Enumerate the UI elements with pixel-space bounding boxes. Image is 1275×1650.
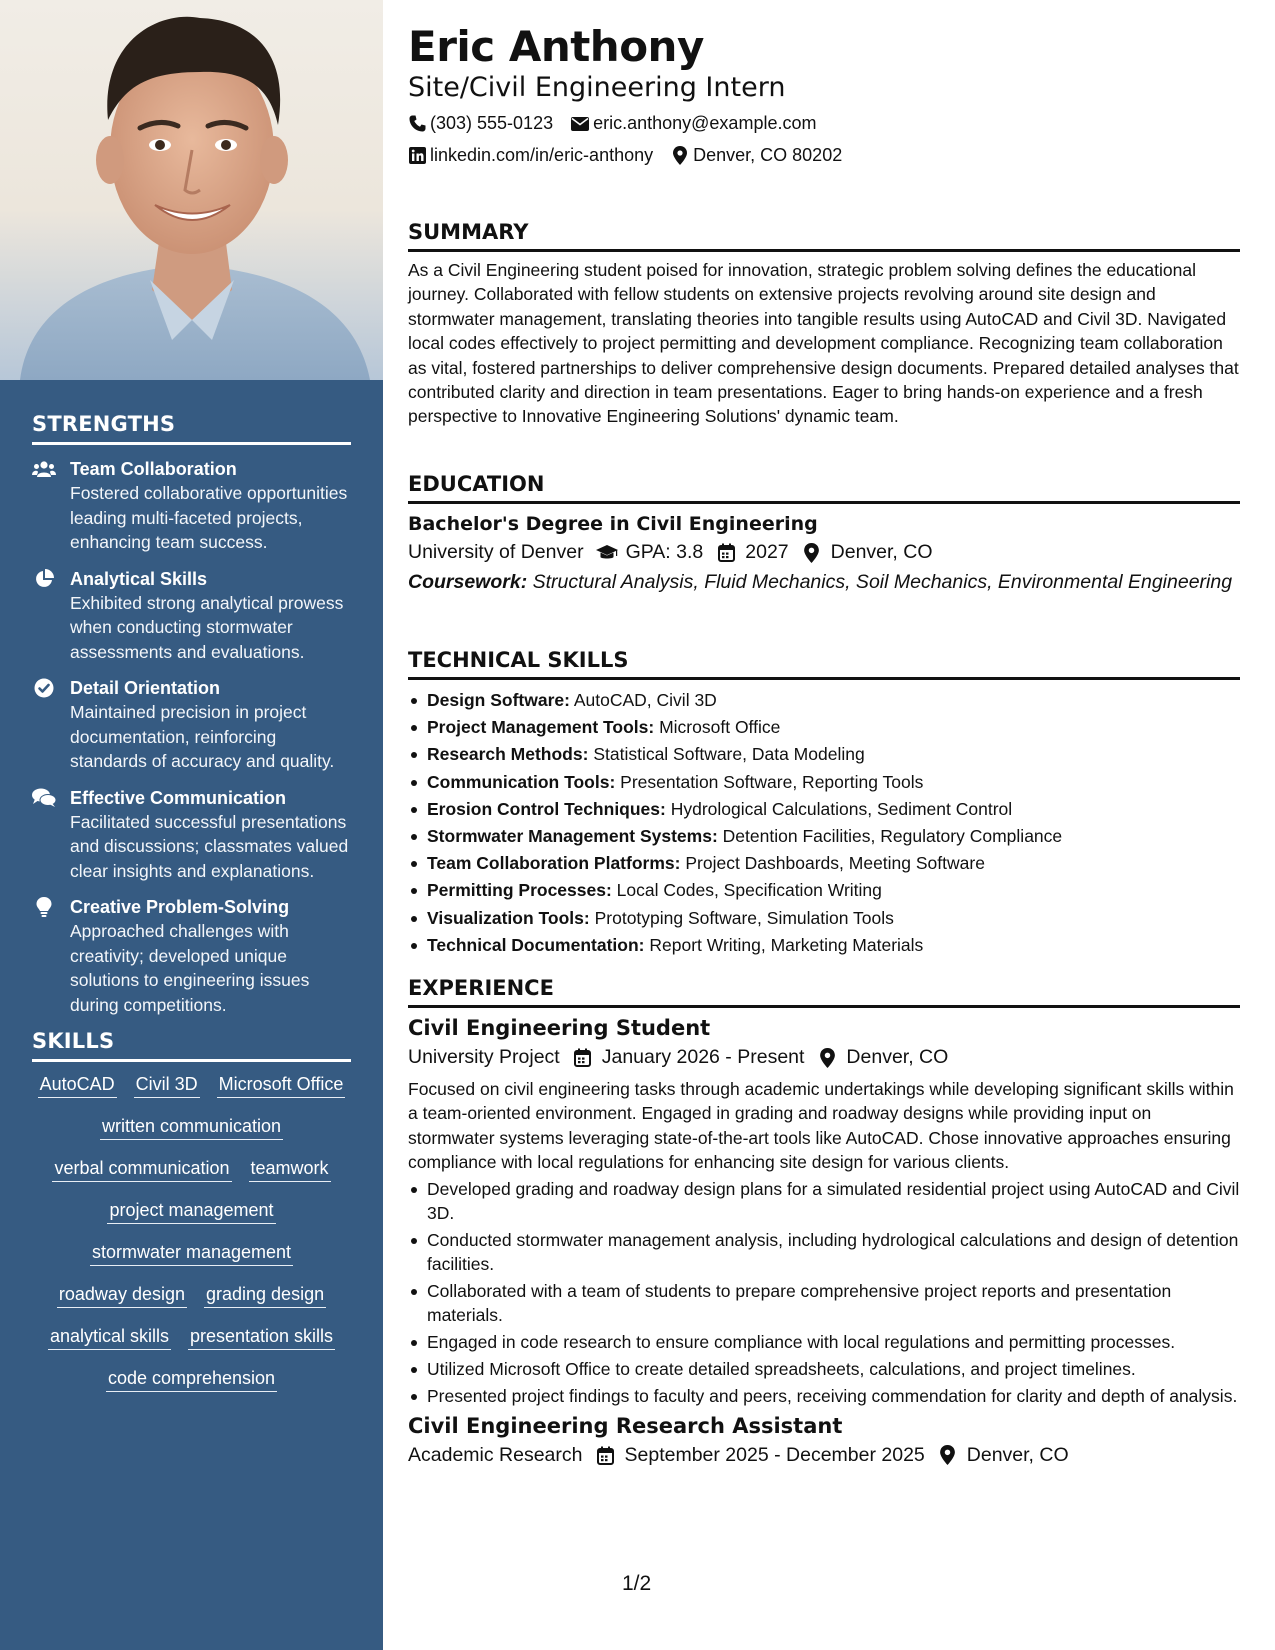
list-item: Developed grading and roadway design plans for a simulated residential project using AutoCAD and Civil 3D.	[408, 1177, 1240, 1226]
list-item: Utilized Microsoft Office to create detailed spreadsheets, calculations, and project timelines.	[408, 1357, 1240, 1381]
list-item	[408, 797, 1240, 821]
summary-text: As a Civil Engineering student poised for innovation, strategic problem solving defines the educational journey. Collaborated with fellow students on extensive projects revolving around site design and stormwater management, translating theories into tangible results using AutoCAD and Civil 3D. Navigated local codes effectively to project permitting and development compliance. Recognizing team collaboration as vital, fostered partnerships to deliver comprehensive design documents. Prepared detailed analyses that contributed clarity and direction in team presentations. Eager to bring hands-on experience and a fresh perspective to Innovative Engineering Solutions' dynamic team.	[408, 260, 1239, 427]
education-location: Denver, CO	[830, 541, 933, 563]
school-name: University of Denver	[408, 541, 584, 563]
candidate-title: Site/Civil Engineering Intern	[408, 72, 786, 103]
technical-skills-section	[408, 648, 1240, 960]
skill-label: Team Collaboration Platforms:	[427, 853, 681, 874]
strength-title: Detail Orientation	[70, 678, 221, 698]
strengths-list	[32, 457, 351, 1017]
skill-tag: stormwater management	[90, 1240, 293, 1266]
coursework	[408, 570, 1240, 595]
strength-description: Fostered collaborative opportunities leading multi-faceted projects, enhancing team success.	[70, 483, 348, 552]
skill-tag: Microsoft Office	[217, 1072, 346, 1098]
list-item	[408, 933, 1240, 957]
contact-row-2	[408, 145, 842, 166]
job-summary: Focused on civil engineering tasks through academic undertakings while developing significant skills within a team-oriented environment. Engaged in grading and roadway designs while providing input on stormwater systems leveraging state-of-the-art tools like AutoCAD. Chose innovative approaches ensuring compliance with local regulations for enhancing site design for various clients.	[408, 1079, 1234, 1173]
skill-label: Project Management Tools:	[427, 717, 655, 738]
skill-value: Presentation Software, Reporting Tools	[620, 771, 924, 792]
skill-tag: roadway design	[57, 1282, 187, 1308]
skill-value: Statistical Software, Data Modeling	[593, 744, 865, 765]
skill-tag: grading design	[204, 1282, 326, 1308]
education-heading: EDUCATION	[408, 472, 1240, 504]
strength-item	[32, 786, 351, 884]
experience-heading: EXPERIENCE	[408, 976, 1240, 1008]
map-pin-icon	[816, 1047, 838, 1069]
job-title: Civil Engineering Research Assistant	[408, 1413, 843, 1438]
skill-value: Local Codes, Specification Writing	[616, 880, 882, 901]
map-pin-icon	[671, 147, 689, 165]
calendar-icon	[715, 542, 737, 564]
skill-tag: analytical skills	[48, 1324, 171, 1350]
skill-value: Report Writing, Marketing Materials	[649, 934, 924, 955]
skill-tag: AutoCAD	[38, 1072, 117, 1098]
check-circle-icon	[32, 678, 56, 698]
job-location: Denver, CO	[846, 1046, 949, 1068]
location-contact	[671, 145, 842, 166]
education-meta	[408, 541, 1240, 564]
summary-heading: SUMMARY	[408, 220, 1240, 252]
strength-item	[32, 567, 351, 665]
strength-item	[32, 895, 351, 1017]
comments-icon	[32, 788, 56, 808]
page-number: 1/2	[622, 1572, 652, 1595]
job-org: Academic Research	[408, 1443, 583, 1466]
pie-chart-icon	[32, 569, 56, 589]
skills-heading: SKILLS	[32, 1029, 351, 1062]
graduation-year: 2027	[745, 541, 789, 563]
job-org: University Project	[408, 1046, 560, 1068]
job-location: Denver, CO	[966, 1443, 1069, 1466]
job-bullets	[408, 1177, 1240, 1408]
list-item: Collaborated with a team of students to prepare comprehensive project reports and presentation materials.	[408, 1279, 1240, 1328]
strength-description: Maintained precision in project documentation, reinforcing standards of accuracy and quality.	[70, 702, 335, 771]
degree-title: Bachelor's Degree in Civil Engineering	[408, 513, 818, 535]
skill-value: Microsoft Office	[659, 717, 781, 738]
list-item: Engaged in code research to ensure compliance with local regulations and permitting processes.	[408, 1330, 1240, 1354]
list-item	[408, 878, 1240, 902]
skill-label: Technical Documentation:	[427, 934, 645, 955]
map-pin-icon	[937, 1444, 959, 1466]
job-title: Civil Engineering Student	[408, 1016, 711, 1040]
summary-section	[408, 220, 1240, 429]
lightbulb-icon	[32, 897, 56, 917]
skill-tag: teamwork	[249, 1156, 331, 1182]
location-text: Denver, CO 80202	[693, 145, 843, 165]
skill-label: Design Software:	[427, 690, 570, 710]
list-item	[408, 906, 1240, 930]
technical-skills-heading: TECHNICAL SKILLS	[408, 648, 1240, 680]
list-item	[408, 742, 1240, 766]
strength-item	[32, 676, 351, 774]
email-contact	[571, 113, 816, 134]
job-meta	[408, 1444, 1240, 1467]
strength-title: Effective Communication	[70, 787, 287, 808]
gpa-text: GPA: 3.8	[625, 541, 704, 563]
sidebar	[0, 0, 383, 1650]
strengths-heading: STRENGTHS	[32, 412, 351, 445]
technical-skills-list	[408, 688, 1240, 957]
calendar-icon	[595, 1444, 617, 1466]
strength-title: Team Collaboration	[70, 459, 237, 479]
list-item	[408, 824, 1240, 848]
linkedin-icon	[408, 147, 426, 165]
skill-label: Erosion Control Techniques:	[427, 798, 666, 819]
strength-description: Exhibited strong analytical prowess when conducting stormwater assessments and evaluations.	[70, 592, 344, 662]
experience-section	[408, 976, 1240, 1467]
skill-value: Prototyping Software, Simulation Tools	[594, 907, 894, 928]
phone-icon	[408, 115, 426, 133]
linkedin-contact	[408, 145, 653, 166]
skill-label: Research Methods:	[427, 744, 589, 765]
skill-tag: project management	[107, 1198, 275, 1224]
linkedin-text[interactable]: linkedin.com/in/eric-anthony	[430, 145, 654, 165]
strength-title: Creative Problem-Solving	[70, 897, 290, 917]
email-text[interactable]: eric.anthony@example.com	[593, 113, 817, 133]
strength-description: Facilitated successful presentations and discussions; classmates valued clear insights and explanations.	[70, 811, 349, 881]
list-item: Conducted stormwater management analysis, including hydrological calculations and design of detention facilities.	[408, 1228, 1240, 1277]
skill-tag: written communication	[100, 1114, 283, 1140]
skill-tag: code comprehension	[106, 1366, 277, 1392]
skill-tags	[32, 1072, 351, 1392]
coursework-label: Coursework:	[408, 571, 528, 593]
phone-contact	[408, 113, 553, 134]
education-section	[408, 472, 1240, 595]
sidebar-content	[32, 412, 351, 1392]
skill-value: Hydrological Calculations, Sediment Control	[670, 798, 1013, 819]
list-item	[408, 851, 1240, 875]
users-icon	[32, 459, 56, 479]
coursework-list: Structural Analysis, Fluid Mechanics, Soil Mechanics, Environmental Engineering	[532, 571, 1233, 593]
job-meta	[408, 1046, 1240, 1069]
skill-value: AutoCAD, Civil 3D	[573, 690, 717, 710]
skills-section	[32, 1029, 351, 1392]
job-dates: September 2025 - December 2025	[624, 1443, 925, 1466]
job-dates: January 2026 - Present	[601, 1046, 805, 1068]
contact-row-1	[408, 113, 816, 134]
graduation-cap-icon	[596, 542, 618, 564]
strength-description: Approached challenges with creativity; developed unique solutions to engineering issues during competitions.	[70, 921, 310, 1015]
skill-label: Communication Tools:	[427, 771, 616, 792]
skill-label: Visualization Tools:	[427, 907, 590, 928]
skill-tag: verbal communication	[52, 1156, 231, 1182]
candidate-name: Eric Anthony	[408, 22, 704, 71]
envelope-icon	[571, 115, 589, 133]
skill-label: Permitting Processes:	[427, 880, 612, 901]
map-pin-icon	[801, 542, 823, 564]
skill-tag: Civil 3D	[134, 1072, 200, 1098]
list-item: Presented project findings to faculty and peers, receiving commendation for clarity and depth of analysis.	[408, 1384, 1240, 1408]
strength-title: Analytical Skills	[70, 568, 208, 589]
skill-value: Project Dashboards, Meeting Software	[685, 853, 985, 874]
skill-label: Stormwater Management Systems:	[427, 825, 718, 846]
list-item	[408, 715, 1240, 739]
skill-value: Detention Facilities, Regulatory Compliance	[722, 825, 1063, 846]
profile-photo	[0, 0, 383, 380]
calendar-icon	[572, 1047, 594, 1069]
phone-text[interactable]: (303) 555-0123	[430, 113, 554, 133]
list-item	[408, 688, 1240, 712]
list-item	[408, 770, 1240, 794]
strength-item	[32, 457, 351, 555]
skill-tag: presentation skills	[188, 1324, 335, 1350]
